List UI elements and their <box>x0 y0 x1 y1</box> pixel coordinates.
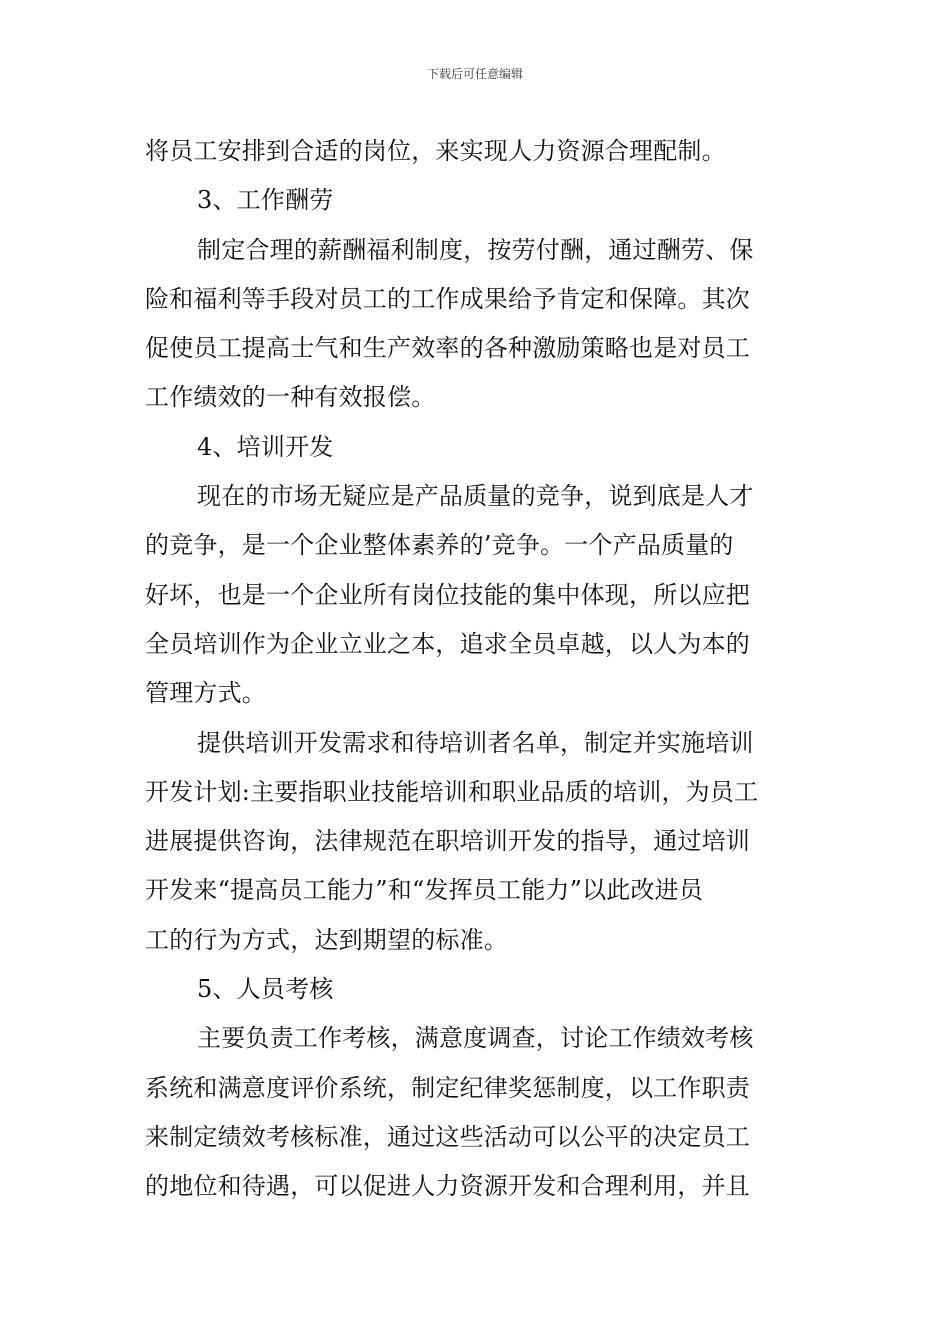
text-line: 开发计划:主要指职业技能培训和职业品质的培训，为员工 <box>145 777 759 806</box>
text-line: 将员工安排到合适的岗位，来实现人力资源合理配制。 <box>145 137 726 165</box>
text-line: 进展提供咨询，法律规范在职培训开发的指导，通过培训 <box>145 827 750 856</box>
text-line: 的地位和待遇，可以促进人力资源开发和合理利用，并且 <box>145 1172 750 1201</box>
text-line: 工作绩效的一种有效报偿。 <box>145 383 436 412</box>
text-line: 管理方式。 <box>145 679 266 708</box>
text-line: 促使员工提高士气和生产效率的各种激励策略也是对员工 <box>145 334 750 363</box>
section-heading-4: 4、培训开发 <box>197 432 334 461</box>
text-line: 工的行为方式，达到期望的标准。 <box>145 925 508 954</box>
text-line: 的竞争，是一个企业整体素养的’竞争。一个产品质量的 <box>145 531 734 560</box>
document-body <box>145 127 809 1212</box>
text-line: 来制定绩效考核标准，通过这些活动可以公平的决定员工 <box>145 1122 750 1151</box>
page-header-note: 下载后可任意编辑 <box>426 67 523 81</box>
text-line: 主要负责工作考核，满意度调查，讨论工作绩效考核 <box>197 1024 754 1053</box>
text-line: 现在的市场无疑应是产品质量的竞争，说到底是人才 <box>197 482 754 511</box>
text-line: 全员培训作为企业立业之本，追求全员卓越，以人为本的 <box>145 629 750 658</box>
section-heading-3: 3、工作酬劳 <box>197 186 334 215</box>
text-line: 开发来“提高员工能力”和“发挥员工能力”以此改进员 <box>145 876 704 905</box>
text-line: 制定合理的薪酬福利制度，按劳付酬，通过酬劳、保 <box>197 235 754 264</box>
text-line: 提供培训开发需求和待培训者名单，制定并实施培训 <box>197 728 754 757</box>
text-line: 好坏，也是一个企业所有岗位技能的集中体现，所以应把 <box>145 580 750 609</box>
text-line: 系统和满意度评价系统，制定纪律奖惩制度，以工作职责 <box>145 1073 750 1102</box>
text-line: 险和福利等手段对员工的工作成果给予肯定和保障。其次 <box>145 284 750 313</box>
section-heading-5: 5、人员考核 <box>197 975 334 1004</box>
